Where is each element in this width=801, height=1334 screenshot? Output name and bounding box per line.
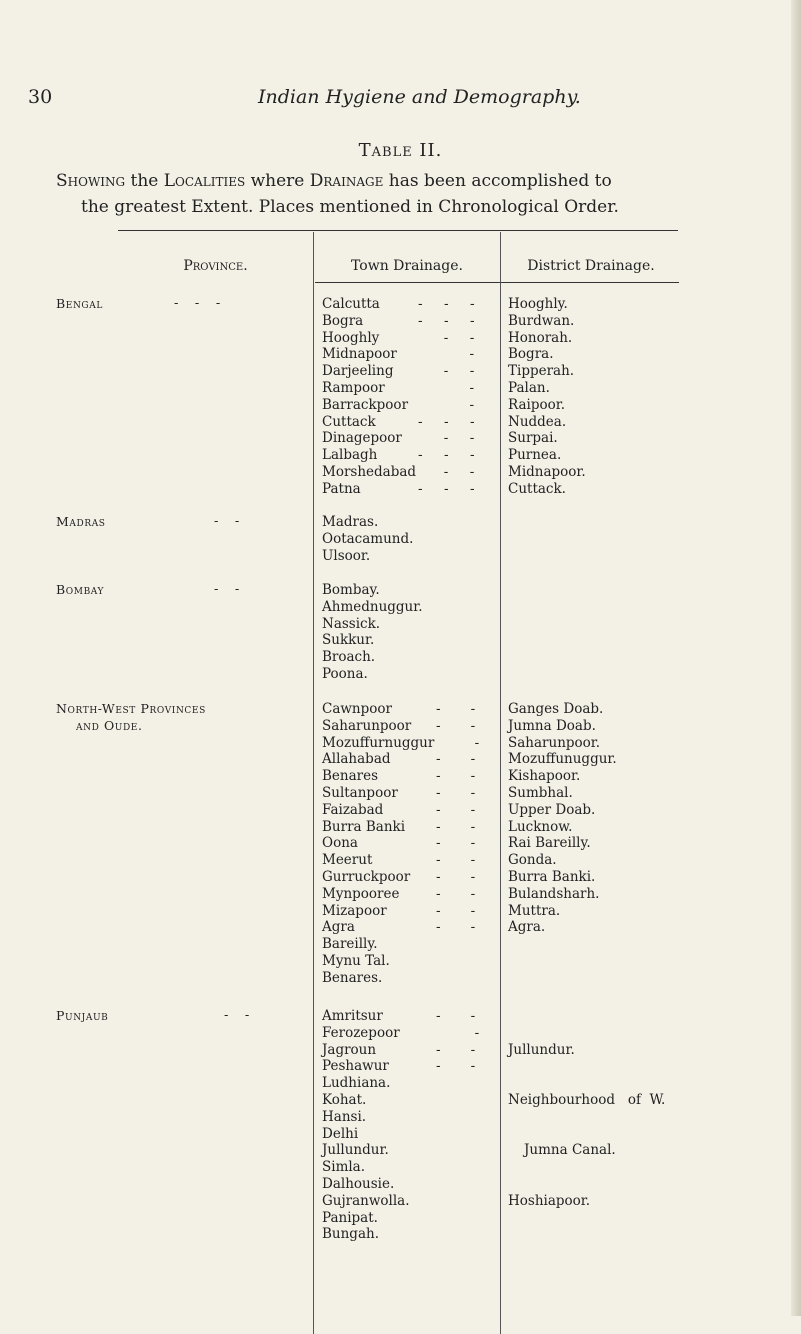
caption-part: Localities: [163, 171, 246, 191]
province-bengal: Bengal: [56, 296, 103, 311]
list-item: Mozuffurnuggur: [322, 734, 435, 751]
list-item: Morshedabad: [322, 463, 417, 480]
list-item: Rai Bareilly.: [508, 835, 591, 852]
list-item: Ootacamund.: [322, 530, 414, 547]
list-item: Surpai.: [508, 430, 558, 447]
list-item: Broach.: [322, 649, 376, 666]
list-item: Midnapoor: [322, 346, 397, 363]
list-item: Palan.: [508, 379, 550, 396]
list-item: Hooghly: [322, 329, 380, 346]
list-item: Neighbourhood of W.: [508, 1091, 666, 1108]
list-item: Simla.: [322, 1159, 366, 1176]
list-item: Delhi: [322, 1125, 359, 1142]
caption-part: Showing: [56, 171, 126, 191]
province-nwp: North-West Provinces: [56, 701, 206, 716]
caption-part: where: [245, 171, 310, 191]
list-item: Calcutta: [322, 296, 380, 312]
caption-part: Drainage: [309, 171, 384, 191]
list-item: Mozuffunuggur.: [508, 751, 617, 768]
list-item: Dalhousie.: [322, 1175, 395, 1192]
list-item: Burra Banki.: [508, 868, 596, 885]
list-item: Saharunpoor: [322, 717, 412, 734]
list-item: Oona: [322, 835, 358, 852]
header-district: District Drainage.: [527, 258, 655, 274]
list-item: Rampoor: [322, 379, 385, 396]
header-bottom-rule: [315, 282, 679, 283]
list-item: Sukkur.: [322, 632, 375, 649]
punjaub-towns: [322, 1008, 410, 1243]
province-punjaub: Punjaub: [56, 1008, 109, 1023]
list-item: Jumna Doab.: [508, 717, 596, 734]
madras-towns: [322, 514, 413, 564]
caption-part: has been accomplished to: [383, 171, 612, 191]
list-item: Peshawur: [322, 1058, 389, 1075]
bengal-leaders: - - - - - - - - - - - - - - - - - - - - - - - - - -: [418, 296, 475, 497]
list-item: Midnapoor.: [508, 463, 586, 480]
list-item: Muttra.: [508, 902, 561, 919]
list-item: Burra Banki: [322, 818, 406, 835]
list-item: Benares.: [322, 969, 383, 986]
list-item: Mynpooree: [322, 885, 400, 902]
list-item: Benares: [322, 768, 379, 785]
table-title: Table II.: [358, 140, 443, 161]
list-item: Ganges Doab.: [508, 701, 604, 717]
list-item: Bogra.: [508, 346, 554, 363]
list-item: Ludhiana.: [322, 1075, 391, 1092]
list-item: Jumna Canal.: [524, 1142, 616, 1159]
list-item: Sultanpoor: [322, 784, 398, 801]
list-item: Jullundur.: [322, 1142, 389, 1159]
leader-dots: - -: [214, 582, 240, 597]
list-item: Amritsur: [322, 1008, 383, 1024]
list-item: Hoshiapoor.: [508, 1192, 591, 1209]
column-divider-2: [500, 232, 501, 1334]
list-item: Ulsoor.: [322, 547, 371, 564]
list-item: Agra: [322, 919, 355, 936]
punjaub-districts: [508, 1008, 665, 1226]
list-item: Hooghly.: [508, 296, 568, 312]
list-item: Hansi.: [322, 1108, 367, 1125]
list-item: Mynu Tal.: [322, 952, 390, 969]
list-item: Tipperah.: [508, 363, 575, 380]
list-item: Raipoor.: [508, 396, 565, 413]
list-item: Lalbagh: [322, 447, 378, 464]
table-caption: [56, 168, 736, 220]
list-item: Bogra: [322, 312, 364, 329]
province-nwp-line2: and Oude.: [76, 718, 143, 733]
list-item: Agra.: [508, 919, 546, 936]
list-item: Dinagepoor: [322, 430, 402, 447]
list-item: Nuddea.: [508, 413, 567, 430]
punjaub-leaders: - - - - - - -: [436, 1008, 480, 1075]
list-item: Gujranwolla.: [322, 1192, 410, 1209]
list-item: Cuttack.: [508, 480, 566, 497]
list-item: Bungah.: [322, 1226, 379, 1243]
list-item: Purnea.: [508, 447, 562, 464]
list-item: Jullundur.: [508, 1041, 575, 1058]
list-item: Honorah.: [508, 329, 573, 346]
list-item: Sumbhal.: [508, 784, 573, 801]
caption-part: the: [125, 171, 164, 191]
list-item: Lucknow.: [508, 818, 573, 835]
leader-dots: - -: [224, 1008, 250, 1023]
bombay-towns: [322, 582, 423, 683]
list-item: Poona.: [322, 665, 368, 682]
leader-dots: - -: [214, 514, 240, 529]
leader-dots: - - -: [174, 296, 221, 311]
list-item: Mizapoor: [322, 902, 387, 919]
province-bombay: Bombay: [56, 582, 105, 597]
header-town: Town Drainage.: [351, 258, 463, 274]
list-item: Barrackpoor: [322, 396, 409, 413]
list-item: Cawnpoor: [322, 701, 392, 717]
list-item: Ferozepoor: [322, 1024, 400, 1041]
list-item: Bulandsharh.: [508, 885, 600, 902]
list-item: Cuttack: [322, 413, 376, 430]
column-divider-1: [313, 232, 314, 1334]
caption-line-2: the greatest Extent. Places mentioned in Chronological Order.: [81, 197, 619, 217]
page-number: 30: [28, 86, 53, 108]
province-madras: Madras: [56, 514, 106, 529]
list-item: Kohat.: [322, 1091, 367, 1108]
list-item: Gurruckpoor: [322, 868, 411, 885]
list-item: Saharunpoor.: [508, 734, 601, 751]
list-item: Meerut: [322, 852, 373, 869]
list-item: Jagroun: [322, 1041, 377, 1058]
list-item: Patna: [322, 480, 361, 497]
list-item: Ahmednuggur.: [322, 598, 423, 615]
list-item: Madras.: [322, 514, 379, 530]
nwp-districts: [508, 701, 617, 936]
list-item: Kishapoor.: [508, 768, 581, 785]
list-item: Darjeeling: [322, 363, 394, 380]
list-item: Allahabad: [322, 751, 391, 768]
nwp-towns: [322, 701, 434, 987]
nwp-leaders: - - - - - - - - - - - - - - - - - - - - - - - - - - -: [436, 701, 480, 936]
running-title: Indian Hygiene and Demography.: [258, 86, 581, 108]
list-item: Gonda.: [508, 852, 557, 869]
table-top-rule: [118, 230, 678, 231]
list-item: Bareilly.: [322, 936, 378, 953]
header-province: Province.: [183, 258, 248, 274]
list-item: Nassick.: [322, 615, 381, 632]
list-item: Faizabad: [322, 801, 384, 818]
bengal-towns: [322, 296, 416, 498]
page-edge: [791, 0, 801, 1316]
list-item: Panipat.: [322, 1209, 378, 1226]
bengal-districts: [508, 296, 586, 498]
list-item: Upper Doab.: [508, 801, 596, 818]
list-item: Burdwan.: [508, 312, 575, 329]
list-item: Bombay.: [322, 582, 380, 598]
